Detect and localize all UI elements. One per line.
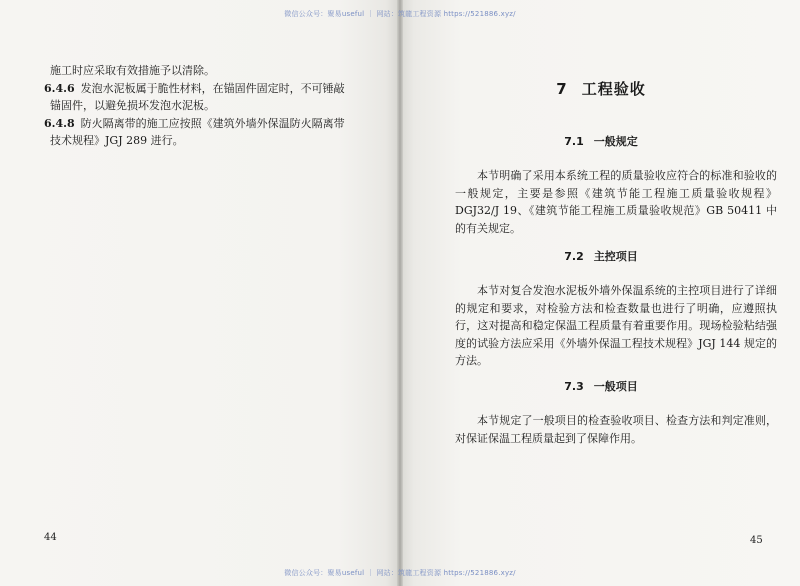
chapter-title-text: 工程验收: [581, 80, 646, 98]
section-body: 本节明确了采用本系统工程的质量验收应符合的标准和验收的一般规定，主要是参照《建筑节能工程施工质量验收规程》DGJ32/J 19、《建筑节能工程施工质量验收规范》GB 50411 中的有关规定。: [455, 169, 777, 235]
section-number: 7.1: [564, 135, 584, 148]
page-number-left: 44: [44, 532, 57, 543]
section-body: 本节对复合发泡水泥板外墙外保温系统的主控项目进行了详细的规定和要求，对检验方法和检查数量也进行了明确，应遵照执行，这对提高和稳定保温工程质量有着重要作用。现场检验粘结强度的试验方法应采用《外墙外保温工程技术规程》JGJ 144 规定的方法。: [455, 284, 777, 367]
text-line: 技术规程》JGJ 289 进行。: [50, 134, 184, 147]
section-number: 7.2: [564, 250, 584, 263]
text-line: 6.4.6 发泡水泥板属于脆性材料，在锚固件固定时，不可锤敲: [44, 81, 345, 95]
text-line: 施工时应采取有效措施予以清除。: [50, 64, 215, 77]
section-title: 7.3 一般项目: [564, 380, 638, 393]
clause-number: 6.4.6: [44, 81, 75, 95]
section-number: 7.3: [564, 380, 584, 393]
watermark-top: 微信公众号：聚易useful ｜ 网站：筑龍工程资源 https://521886.xyz/: [284, 10, 516, 18]
chapter-title: [402, 78, 800, 99]
text-line: 锚固件，以避免损坏发泡水泥板。: [50, 99, 215, 112]
clause-number: 6.4.8: [44, 116, 75, 130]
page-number-right: 45: [750, 535, 763, 546]
text-line: 6.4.8 防火隔离带的施工应按照《建筑外墙外保温防火隔离带: [44, 116, 345, 130]
section-title: 7.1 一般规定: [564, 135, 638, 148]
section-title: 7.2 主控项目: [564, 250, 638, 263]
left-page-text: [44, 62, 374, 150]
section-body: 本节规定了一般项目的检查验收项目、检查方法和判定准则，对保证保温工程质量起到了保障作用。: [455, 414, 777, 445]
watermark-bottom: 微信公众号：聚易useful ｜ 网站：筑龍工程资源 https://521886.xyz/: [284, 569, 516, 577]
chapter-number: 7: [556, 80, 568, 98]
